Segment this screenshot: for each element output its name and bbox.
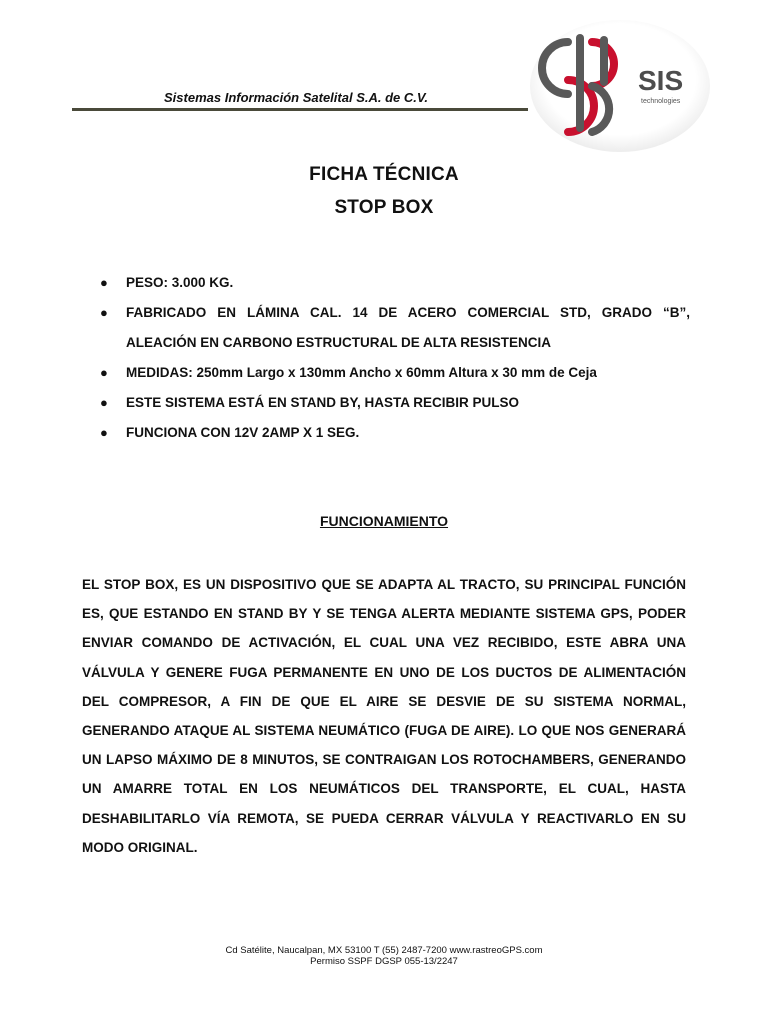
product-name: STOP BOX [334, 197, 434, 218]
sis-logo [520, 20, 710, 155]
header-rule [72, 108, 528, 111]
spec-item: ● PESO: 3.000 KG. [100, 268, 690, 298]
spec-item: ● FUNCIONA CON 12V 2AMP X 1 SEG. [100, 418, 690, 448]
bullet-icon: ● [100, 365, 108, 380]
footer [0, 945, 768, 967]
footer-permit: Permiso SSPF DGSP 055-13/2247 [310, 956, 458, 967]
bullet-icon: ● [100, 395, 108, 410]
bullet-icon: ● [100, 305, 108, 320]
logo-brand: SIS [638, 65, 684, 96]
spec-list [100, 268, 690, 448]
bullet-icon: ● [100, 275, 108, 290]
logo-tagline: technologies [641, 98, 681, 105]
section-body: EL STOP BOX, ES UN DISPOSITIVO QUE SE ADAPTA AL TRACTO, SU PRINCIPAL FUNCIÓN ES, QUE ESTANDO EN STAND BY Y SE TENGA ALERTA MEDIANTE SISTEMA GPS, PODER ENVIAR COMANDO DE ACTIVACIÓN, EL CUAL UNA VEZ RECIBIDO, ESTE ABRA UNA VÁLVULA Y GENERE FUGA PERMANENTE EN UNO DE LOS DUCTOS DE ALIMENTACIÓN DEL COMPRESOR, A FIN DE QUE EL AIRE SE DESVIE DE SU SISTEMA NORMAL, GENERANDO ATAQUE AL SISTEMA NEUMÁTICO (FUGA DE AIRE). LO QUE NOS GENERARÁ UN LAPSO MÁXIMO DE 8 MINUTOS, SE CONTRAIGAN LOS ROTOCHAMBERS, GENERANDO UN AMARRE TOTAL EN LOS NEUMÁTICOS DEL TRANSPORTE, EL CUAL, HASTA DESHABILITARLO VÍA REMOTA, SE PUEDA CERRAR VÁLVULA Y REACTIVARLO EN SU MODO ORIGINAL. [82, 577, 686, 855]
document-title: FICHA TÉCNICA [309, 164, 459, 185]
bullet-icon: ● [100, 425, 108, 440]
section-heading: FUNCIONAMIENTO [319, 513, 449, 529]
company-name: Sistemas Información Satelital S.A. de C.V. [164, 90, 428, 105]
spec-item: ● FABRICADO EN LÁMINA CAL. 14 DE ACERO COMERCIAL STD, GRADO “B”, ALEACIÓN EN CARBONO ESTRUCTURAL DE ALTA RESISTENCIA [100, 298, 690, 358]
spec-item: ● ESTE SISTEMA ESTÁ EN STAND BY, HASTA RECIBIR PULSO [100, 388, 690, 418]
footer-address: Cd Satélite, Naucalpan, MX 53100 T (55) 2487-7200 www.rastreoGPS.com [225, 945, 543, 956]
spec-item: ● MEDIDAS: 250mm Largo x 130mm Ancho x 60mm Altura x 30 mm de Ceja [100, 358, 690, 388]
